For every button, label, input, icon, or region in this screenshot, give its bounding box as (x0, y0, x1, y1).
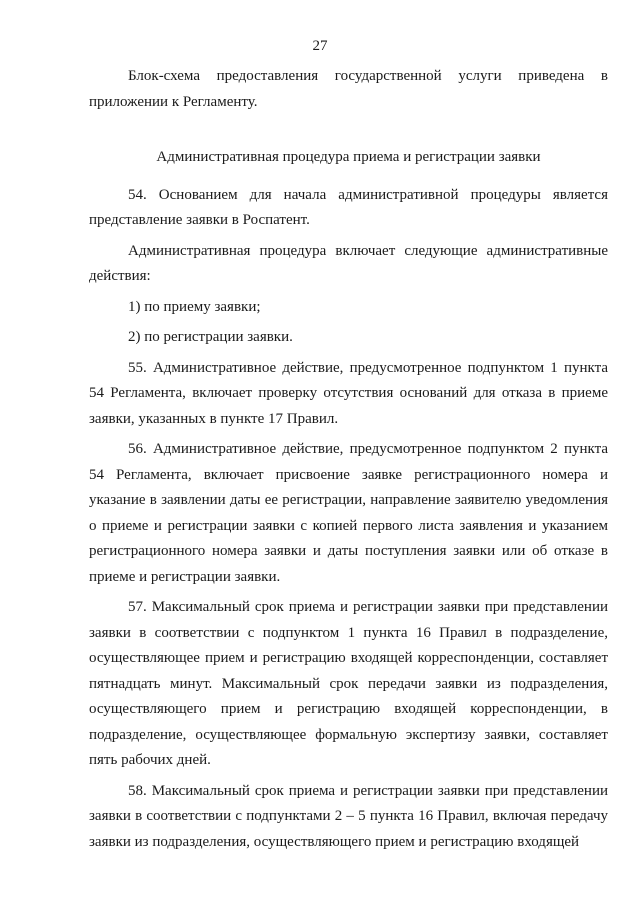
intro-paragraph: Блок-схема предоставления государственной услуги приведена в приложении к Регламенту. (89, 68, 608, 110)
list-item-1: 1) по приему заявки; (128, 298, 261, 315)
section-heading: Административная процедура приема и регистрации заявки (156, 149, 541, 165)
paragraph-57: 57. Максимальный срок приема и регистрации заявки при представлении заявки в соответствии с подпунктом 1 пункта 16 Правил в подразделение, осуществляющее прием и регистрацию входящей корреспонденции, составляет пятнадцать минут. Максимальный срок передачи заявки из подразделения, осуществляющего прием и регистрацию входящей корреспонденции, в подразделение, осуществляющее формальную экспертизу заявки, составляет пять рабочих дней. (89, 599, 608, 768)
paragraph-58: 58. Максимальный срок приема и регистрации заявки при представлении заявки в соответствии с подпунктами 2 – 5 пункта 16 Правил, включая передачу заявки из подразделения, осуществляющего прием и регистрацию входящей (89, 782, 608, 850)
paragraph-54: 54. Основанием для начала административной процедуры является представление заявки в Роспатент. (89, 186, 608, 228)
document-body (89, 64, 608, 855)
paragraph-54-continued: Административная процедура включает следующие административные действия: (89, 242, 608, 284)
list-item-2: 2) по регистрации заявки. (128, 329, 293, 345)
page-number: 27 (312, 38, 328, 54)
paragraph-56: 56. Административное действие, предусмотренное подпунктом 2 пункта 54 Регламента, включает присвоение заявке регистрационного номера и указание в заявлении даты ее регистрации, направление заявителю уведомления о приеме и регистрации заявки с копией первого листа заявления и указанием регистрационного номера заявки и даты поступления заявки или об отказе в приеме и регистрации заявки. (89, 441, 608, 585)
paragraph-55: 55. Административное действие, предусмотренное подпунктом 1 пункта 54 Регламента, включает проверку отсутствия оснований для отказа в приеме заявки, указанных в пункте 17 Правил. (89, 359, 608, 427)
